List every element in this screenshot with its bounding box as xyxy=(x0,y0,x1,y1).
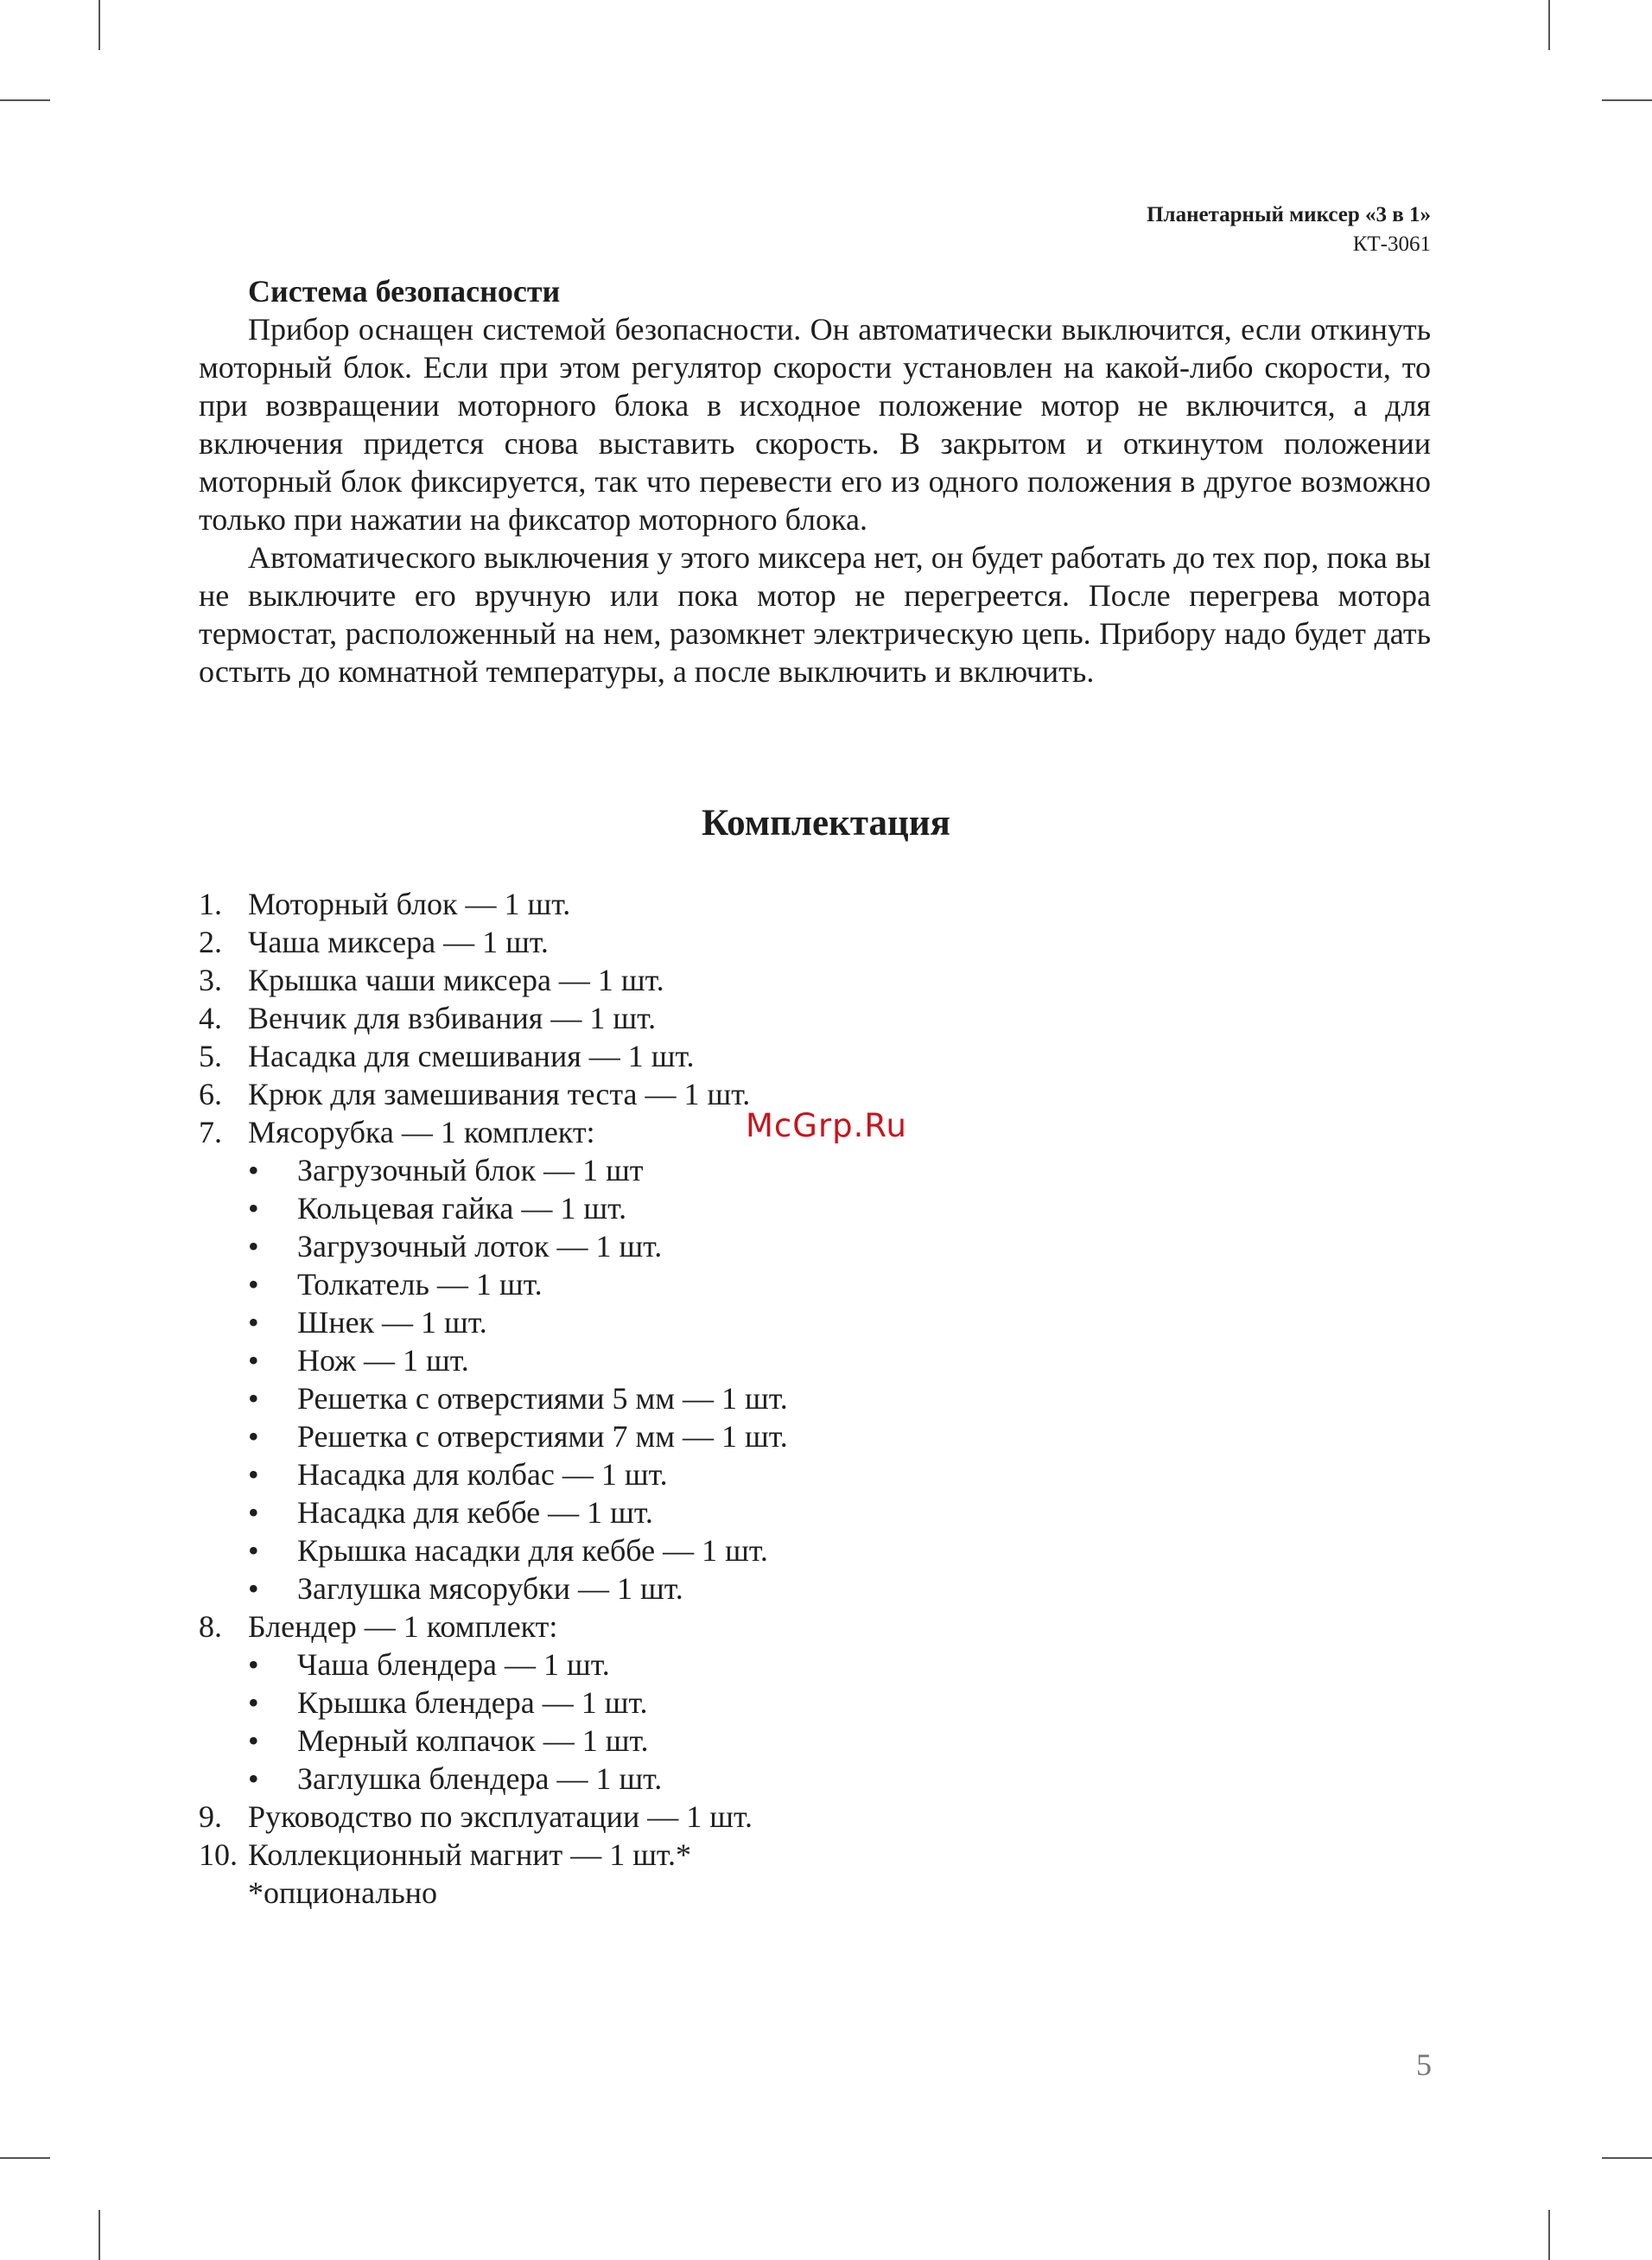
list-text: Чаша блендера — 1 шт. xyxy=(297,1647,610,1682)
list-marker: • xyxy=(248,1267,259,1302)
list-text: Заглушка блендера — 1 шт. xyxy=(297,1761,663,1796)
list-marker: • xyxy=(248,1495,259,1530)
kit-heading: Комплектация xyxy=(702,803,950,844)
list-marker: • xyxy=(248,1153,259,1187)
list-marker: 4. xyxy=(199,1001,222,1035)
section-title: Система безопасности xyxy=(248,274,561,309)
list-marker: 9. xyxy=(199,1799,222,1834)
header-title: Планетарный миксер «3 в 1» xyxy=(1147,203,1431,226)
list-text: Загрузочный блок — 1 шт xyxy=(297,1153,644,1187)
list-text: Насадка для кеббе — 1 шт. xyxy=(297,1495,653,1530)
list-text: Моторный блок — 1 шт. xyxy=(248,887,571,921)
crop-mark xyxy=(1602,99,1652,101)
list-marker: 7. xyxy=(199,1115,222,1149)
list-marker: • xyxy=(248,1571,259,1606)
crop-mark xyxy=(1548,2210,1550,2260)
list-marker: • xyxy=(248,1191,259,1225)
list-marker: • xyxy=(248,1533,259,1568)
list-marker: • xyxy=(248,1647,259,1682)
list-text: Чаша миксера — 1 шт. xyxy=(248,925,549,959)
list-text: Кольцевая гайка — 1 шт. xyxy=(297,1191,627,1225)
list-marker: • xyxy=(248,1343,259,1378)
paragraph: Автоматического выключения у этого миксера нет, он будет работать до тех пор, пока вы не выключите его вручную или пока мотор не перегреется. После перегрева мотора термостат, расположенный на нем, разомкнет электрическую цепь. Прибору надо будет дать остыть до комнатной температуры, а после выключить и включить. xyxy=(199,540,1431,689)
crop-mark xyxy=(1602,2157,1652,2159)
list-text: Венчик для взбивания — 1 шт. xyxy=(248,1001,657,1035)
list-marker: • xyxy=(248,1685,259,1720)
list-text: Крюк для замешивания теста — 1 шт. xyxy=(248,1077,751,1111)
list-text: Крышка блендера — 1 шт. xyxy=(297,1685,648,1720)
crop-mark xyxy=(0,99,50,101)
list-marker: • xyxy=(248,1381,259,1416)
list-marker: 6. xyxy=(199,1077,222,1111)
list-text: Насадка для смешивания — 1 шт. xyxy=(248,1039,695,1073)
list-text: Шнек — 1 шт. xyxy=(297,1305,487,1340)
running-header xyxy=(1147,201,1431,259)
crop-mark xyxy=(0,2157,50,2159)
list-marker: 1. xyxy=(199,887,222,921)
list-marker: • xyxy=(248,1305,259,1340)
list-marker: 2. xyxy=(199,925,222,959)
list-text: Блендер — 1 комплект: xyxy=(248,1609,558,1644)
list-marker: 8. xyxy=(199,1609,222,1644)
crop-mark xyxy=(98,0,100,50)
list-text: Крышка насадки для кеббе — 1 шт. xyxy=(297,1533,768,1568)
list-marker: • xyxy=(248,1419,259,1454)
crop-mark xyxy=(98,2210,100,2260)
list-text: Загрузочный лоток — 1 шт. xyxy=(297,1229,663,1264)
list-marker: • xyxy=(248,1761,259,1796)
list-text: Мясорубка — 1 комплект: xyxy=(248,1115,595,1149)
list-text: Решетка с отверстиями 7 мм — 1 шт. xyxy=(297,1419,788,1454)
list-text: Толкатель — 1 шт. xyxy=(297,1267,543,1302)
list-text: Заглушка мясорубки — 1 шт. xyxy=(297,1571,683,1606)
paragraph: Прибор оснащен системой безопасности. Он автоматически выключится, если откинуть моторный блок. Если при этом регулятор скорости установлен на какой-либо скорости, то при возвращении моторного блока в исходное положение мотор не включится, а для включения придется снова выставить скорость. В закрытом и откинутом положении моторный блок фиксируется, так что перевести его из одного положения в другое возможно только при нажатии на фиксатор моторного блока. xyxy=(199,312,1431,537)
list-text: *опционально xyxy=(248,1875,438,1910)
list-text: Мерный колпачок — 1 шт. xyxy=(297,1723,649,1758)
page-number: 5 xyxy=(1416,2047,1432,2082)
list-text: Руководство по эксплуатации — 1 шт. xyxy=(248,1799,753,1834)
list-marker: • xyxy=(248,1457,259,1492)
list-text: Насадка для колбас — 1 шт. xyxy=(297,1457,668,1492)
watermark: McGrp.Ru xyxy=(746,1107,907,1144)
list-marker: • xyxy=(248,1229,259,1264)
crop-mark xyxy=(1548,0,1550,50)
list-marker: • xyxy=(248,1723,259,1758)
safety-section xyxy=(199,272,1431,691)
header-model: КТ-3061 xyxy=(1352,232,1431,256)
list-text: Коллекционный магнит — 1 шт.* xyxy=(248,1837,691,1872)
list-marker: 3. xyxy=(199,963,222,997)
list-marker: 10. xyxy=(199,1837,238,1872)
list-text: Крышка чаши миксера — 1 шт. xyxy=(248,963,664,997)
list-text: Решетка с отверстиями 5 мм — 1 шт. xyxy=(297,1381,788,1416)
list-text: Нож — 1 шт. xyxy=(297,1343,469,1378)
list-marker: 5. xyxy=(199,1039,222,1073)
